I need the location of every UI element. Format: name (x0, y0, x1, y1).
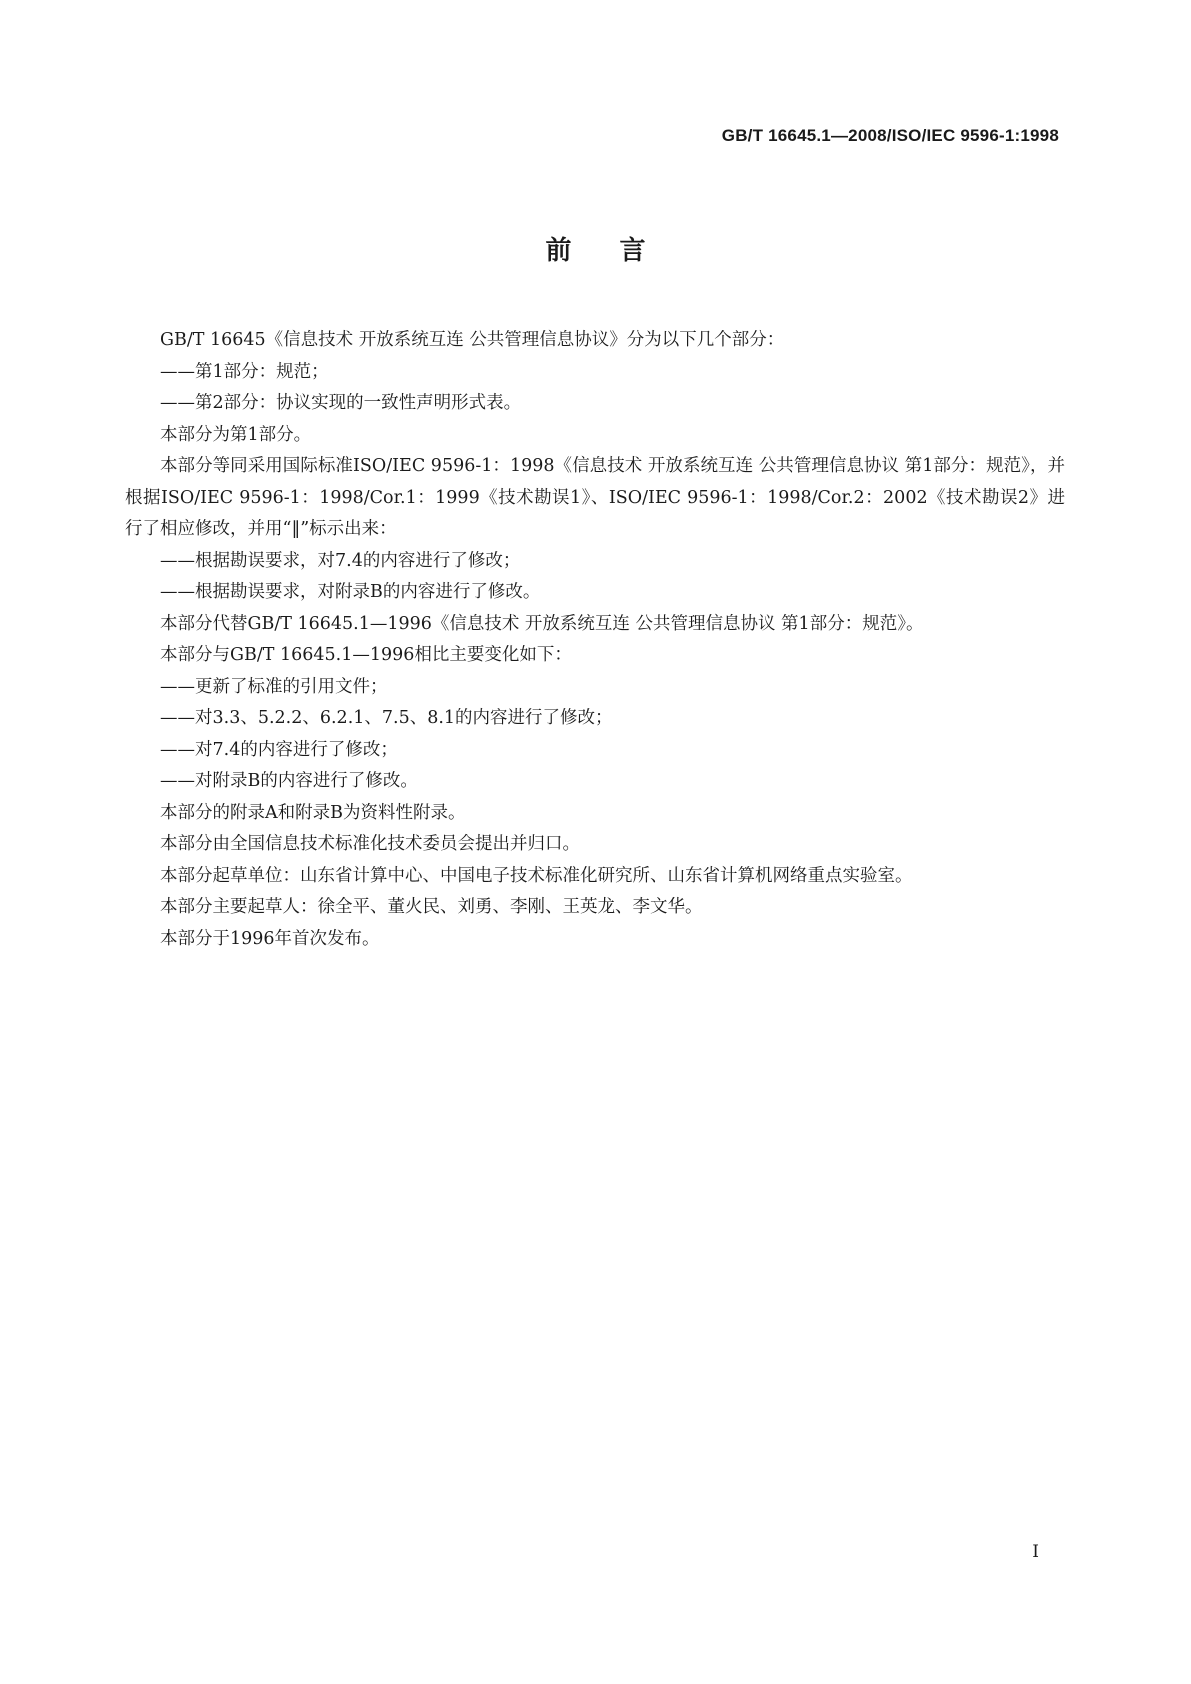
paragraph-drafting-units: 本部分起草单位：山东省计算中心、中国电子技术标准化研究所、山东省计算机网络重点实验室。 (160, 865, 913, 886)
list-item-corrigendum-annex-b: ——根据勘误要求，对附录B的内容进行了修改。 (160, 582, 541, 602)
list-item-change-7-4: ——对7.4的内容进行了修改； (160, 739, 398, 760)
paragraph-changes-intro: 本部分与GB/T 16645.1—1996相比主要变化如下： (160, 645, 572, 665)
paragraph-first-issue: 本部分于1996年首次发布。 (160, 928, 380, 949)
list-item-corrigendum-7-4: ——根据勘误要求，对7.4的内容进行了修改； (160, 550, 521, 571)
list-item-part-1: ——第1部分：规范； (160, 361, 329, 382)
paragraph-parts-intro: GB/T 16645《信息技术 开放系统互连 公共管理信息协议》分为以下几个部分： (160, 330, 785, 350)
list-item-change-annex-b: ——对附录B的内容进行了修改。 (160, 771, 418, 791)
paragraph-proposed-by: 本部分由全国信息技术标准化技术委员会提出并归口。 (160, 834, 580, 854)
paragraph-adoption: 本部分等同采用国际标准ISO/IEC 9596-1：1998《信息技术 开放系统互连 公共管理信息协议 第1部分：规范》，并根据ISO/IEC 9596-1：1998/Cor.1：1999《技术勘误1》、ISO/IEC 9596-1：1998/Cor.2：2002《技术勘误2》进行了相应修改，并用“‖”标示出来： (125, 456, 1065, 539)
list-item-change-clauses: ——对3.3、5.2.2、6.2.1、7.5、8.1的内容进行了修改； (160, 708, 613, 728)
paragraph-replaces: 本部分代替GB/T 16645.1—1996《信息技术 开放系统互连 公共管理信息协议 第1部分：规范》。 (160, 613, 924, 634)
paragraph-this-part: 本部分为第1部分。 (160, 424, 312, 445)
paragraph-drafters: 本部分主要起草人：徐全平、董火民、刘勇、李刚、王英龙、李文华。 (160, 897, 703, 917)
list-item-part-2: ——第2部分：协议实现的一致性声明形式表。 (160, 393, 522, 413)
standard-code-header: GB/T 16645.1—2008/ISO/IEC 9596-1:1998 (721, 126, 1059, 145)
foreword-body (125, 325, 1065, 955)
list-item-change-references: ——更新了标准的引用文件； (160, 676, 388, 697)
page-number: I (1032, 1542, 1039, 1562)
paragraph-annexes: 本部分的附录A和附录B为资料性附录。 (160, 802, 466, 823)
page-title: 前言 (545, 236, 694, 266)
